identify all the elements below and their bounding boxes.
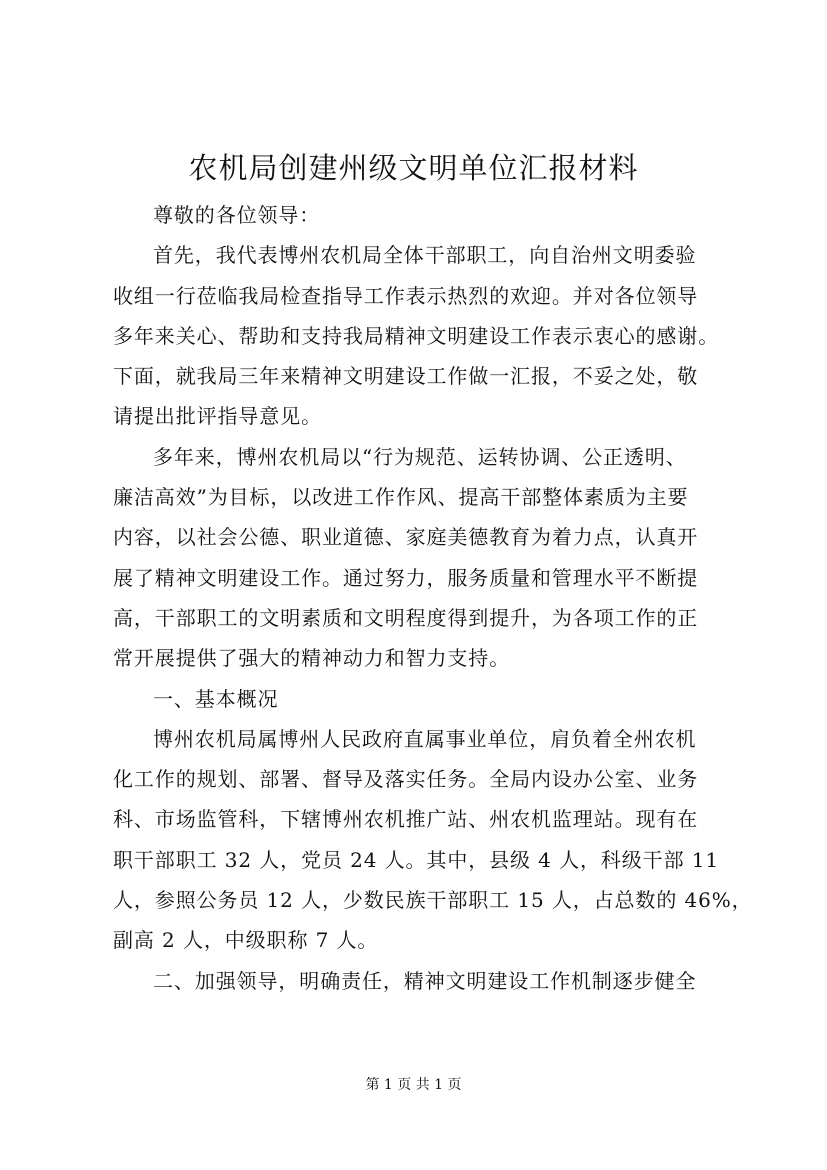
paragraph-line: 下面，就我局三年来精神文明建设工作做一汇报，不妥之处，敬	[113, 364, 699, 389]
document-title: 农机局创建州级文明单位汇报材料	[188, 151, 639, 185]
paragraph-line: 博州农机局属博州人民政府直属事业单位，肩负着全州农机	[153, 726, 697, 751]
paragraph-line: 收组一行莅临我局检查指导工作表示热烈的欢迎。并对各位领导	[113, 283, 699, 308]
paragraph-line: 首先，我代表博州农机局全体干部职工，向自治州文明委验	[153, 243, 697, 268]
page-footer: 第 1 页 共 1 页	[365, 1077, 462, 1093]
paragraph-line: 请提出批评指导意见。	[113, 404, 322, 429]
paragraph-line: 职干部职工 32 人，党员 24 人。其中，县级 4 人，科级干部 11	[113, 847, 719, 872]
salutation-line: 尊敬的各位领导：	[153, 203, 321, 227]
paragraph-line: 高，干部职工的文明素质和文明程度得到提升，为各项工作的正	[113, 605, 699, 630]
paragraph-line: 廉洁高效”为目标，以改进工作作风、提高干部整体素质为主要	[113, 485, 689, 510]
section-heading: 一、基本概况	[153, 686, 279, 711]
paragraph-line: 人，参照公务员 12 人，少数民族干部职工 15 人，占总数的 46%，	[113, 888, 753, 913]
paragraph-line: 化工作的规划、部署、督导及落实任务。全局内设办公室、业务	[113, 767, 699, 792]
document-body	[113, 195, 753, 1001]
paragraph-line: 常开展提供了强大的精神动力和智力支持。	[113, 646, 511, 671]
paragraph-line: 副高 2 人，中级职称 7 人。	[113, 928, 379, 953]
section-heading: 二、加强领导，明确责任，精神文明建设工作机制逐步健全	[153, 968, 697, 993]
paragraph-line: 展了精神文明建设工作。通过努力，服务质量和管理水平不断提	[113, 565, 699, 590]
paragraph-line: 内容，以社会公德、职业道德、家庭美德教育为着力点，认真开	[113, 525, 699, 550]
paragraph-line: 多年来，博州农机局以“行为规范、运转协调、公正透明、	[153, 444, 687, 469]
paragraph-line: 多年来关心、帮助和支持我局精神文明建设工作表示衷心的感谢。	[113, 323, 720, 348]
paragraph-line: 科、市场监管科，下辖博州农机推广站、州农机监理站。现有在	[113, 807, 699, 832]
